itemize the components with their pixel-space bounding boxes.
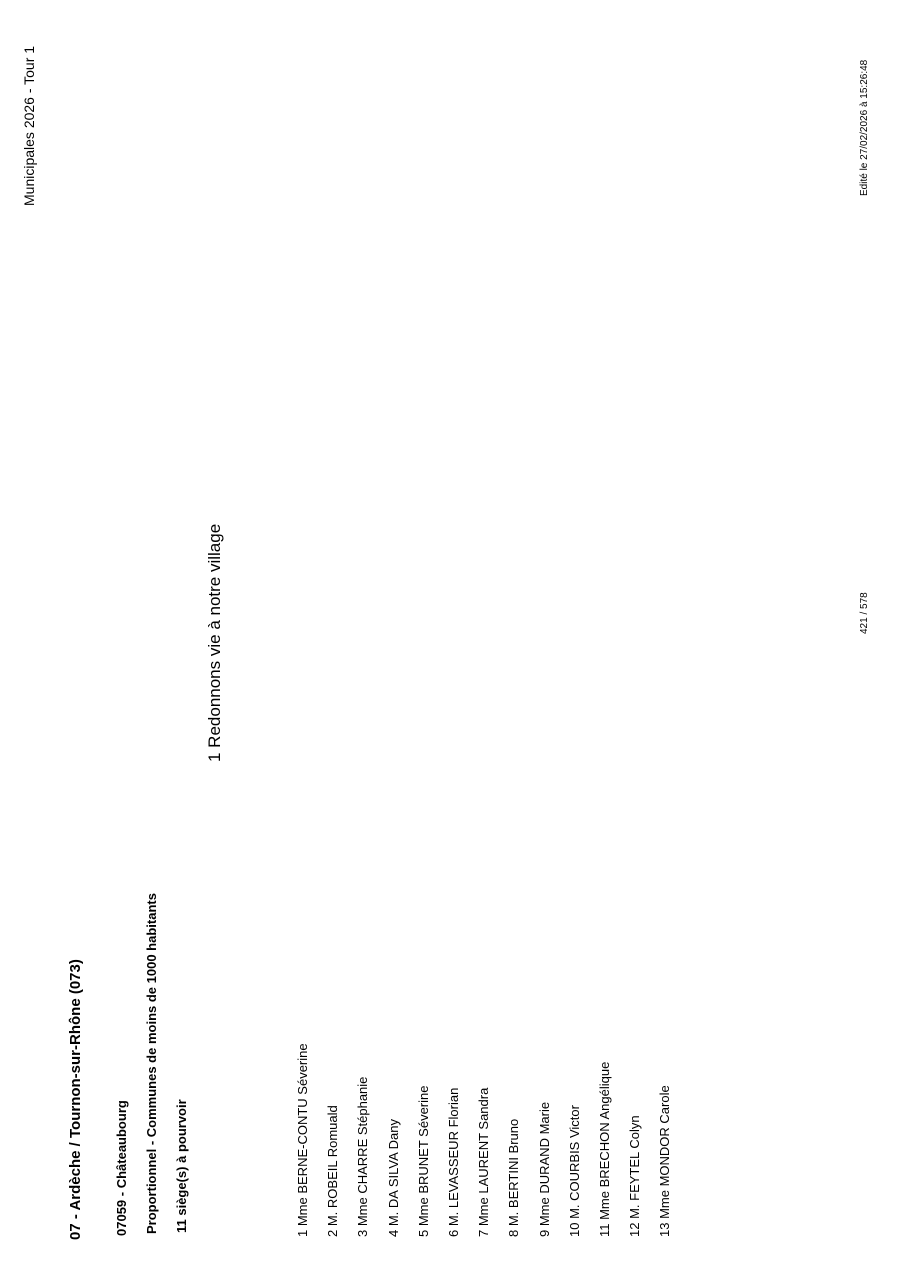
candidate-item: 10 M. COURBIS Victor [567, 1105, 582, 1237]
seats-to-fill: 11 siège(s) à pourvoir [174, 1099, 189, 1233]
candidate-item: 3 Mme CHARRE Stéphanie [355, 1076, 370, 1237]
page-number: 421 / 578 [859, 592, 870, 634]
commune-title: 07059 - Châteaubourg [114, 1100, 129, 1236]
edition-timestamp: Edité le 27/02/2026 à 15:26:48 [859, 59, 870, 196]
candidate-item: 11 Mme BRECHON Angélique [597, 1061, 612, 1237]
candidate-item: 13 Mme MONDOR Carole [657, 1085, 672, 1237]
candidate-item: 8 M. BERTINI Bruno [506, 1118, 521, 1237]
candidate-item: 7 Mme LAURENT Sandra [476, 1087, 491, 1237]
election-mode: Proportionnel - Communes de moins de 1000 habitants [144, 893, 159, 1234]
department-title: 07 - Ardèche / Tournon-sur-Rhône (073) [67, 959, 84, 1240]
candidate-item: 9 Mme DURAND Marie [537, 1101, 552, 1237]
candidate-item: 4 M. DA SILVA Dany [386, 1118, 401, 1237]
candidate-item: 5 Mme BRUNET Séverine [416, 1085, 431, 1237]
candidate-item: 2 M. ROBEIL Romuald [325, 1105, 340, 1237]
candidate-item: 12 M. FEYTEL Colyn [627, 1115, 642, 1237]
election-header: Municipales 2026 - Tour 1 [21, 45, 37, 206]
candidate-item: 1 Mme BERNE-CONTU Séverine [295, 1043, 310, 1237]
candidate-item: 6 M. LEVASSEUR Florian [446, 1087, 461, 1237]
list-title: 1 Redonnons vie à notre village [205, 523, 224, 762]
